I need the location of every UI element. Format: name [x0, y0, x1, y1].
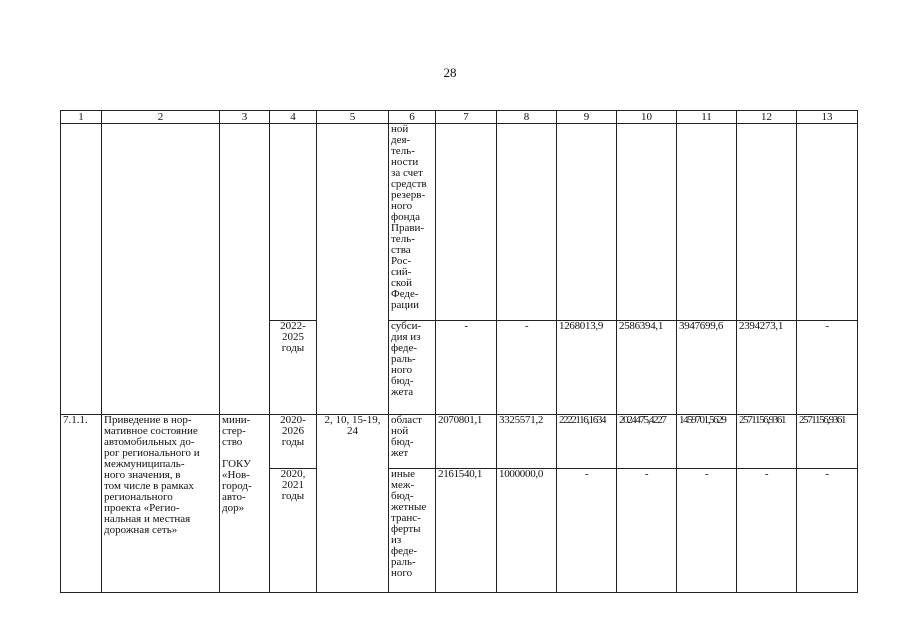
value-cell: 2571156,9361	[797, 415, 858, 469]
table-cell	[797, 124, 858, 321]
col-header: 4	[270, 111, 317, 124]
value-cell: -	[737, 469, 797, 593]
col-header: 6	[389, 111, 436, 124]
col-header: 9	[557, 111, 617, 124]
col-header: 10	[617, 111, 677, 124]
col-header: 2	[102, 111, 220, 124]
value-cell: 1268013,9	[557, 321, 617, 415]
budget-table	[60, 110, 858, 593]
table-cell	[317, 124, 389, 415]
value-cell: -	[677, 469, 737, 593]
value-cell: 2161540,1	[436, 469, 497, 593]
value-cell: -	[797, 469, 858, 593]
executor-cell: мини- стер- ство ГОКУ «Нов- город- авто- дор»	[220, 415, 270, 593]
table-cell	[220, 124, 270, 415]
indicators-cell: 2, 10, 15-19, 24	[317, 415, 389, 593]
table-cell	[677, 124, 737, 321]
value-cell: -	[436, 321, 497, 415]
table-row	[61, 415, 858, 469]
table-cell	[737, 124, 797, 321]
value-cell: 1459701,5629	[677, 415, 737, 469]
table-cell	[436, 124, 497, 321]
value-cell: -	[617, 469, 677, 593]
value-cell: 2586394,1	[617, 321, 677, 415]
value-cell: 2024475,4227	[617, 415, 677, 469]
funding-source-cell: област ной бюд- жет	[389, 415, 436, 469]
item-name-cell: Приведение в нор- мативное состояние автомобильных до- рог регионального и межмуниципаль- ного значения, в том числе в рамках регионального проекта «Регио- нальная и местная дорожная сеть»	[102, 415, 220, 593]
value-cell: 2571156,9361	[737, 415, 797, 469]
table-row	[61, 124, 858, 321]
value-cell: 3947699,6	[677, 321, 737, 415]
value-cell: 1000000,0	[497, 469, 557, 593]
col-header: 3	[220, 111, 270, 124]
funding-source-cell: субси- дия из феде- раль- ного бюд- жета	[389, 321, 436, 415]
years-cell: 2022- 2025 годы	[270, 321, 317, 415]
value-cell: 2222116,1634	[557, 415, 617, 469]
table-cell	[557, 124, 617, 321]
value-cell: -	[797, 321, 858, 415]
years-cell: 2020, 2021 годы	[270, 469, 317, 593]
funding-source-cell: ной дея- тель- ности за счет средств резерв- ного фонда Прави- тель- ства Рос- сий- ской Феде- рации	[389, 124, 436, 321]
value-cell: 3325571,2	[497, 415, 557, 469]
value-cell: -	[557, 469, 617, 593]
value-cell: 2070801,1	[436, 415, 497, 469]
col-header: 11	[677, 111, 737, 124]
item-code-cell: 7.1.1.	[61, 415, 102, 593]
value-cell: 2394273,1	[737, 321, 797, 415]
col-header: 5	[317, 111, 389, 124]
years-cell: 2020- 2026 годы	[270, 415, 317, 469]
header-row	[61, 111, 858, 124]
value-cell: -	[497, 321, 557, 415]
table-cell	[61, 124, 102, 415]
table-cell	[102, 124, 220, 415]
col-header: 13	[797, 111, 858, 124]
table-cell	[270, 124, 317, 321]
col-header: 1	[61, 111, 102, 124]
col-header: 8	[497, 111, 557, 124]
table-cell	[497, 124, 557, 321]
page-number: 28	[443, 65, 457, 80]
funding-source-cell: иные меж- бюд- жетные транс- ферты из феде- раль- ного	[389, 469, 436, 593]
table-cell	[617, 124, 677, 321]
col-header: 7	[436, 111, 497, 124]
col-header: 12	[737, 111, 797, 124]
